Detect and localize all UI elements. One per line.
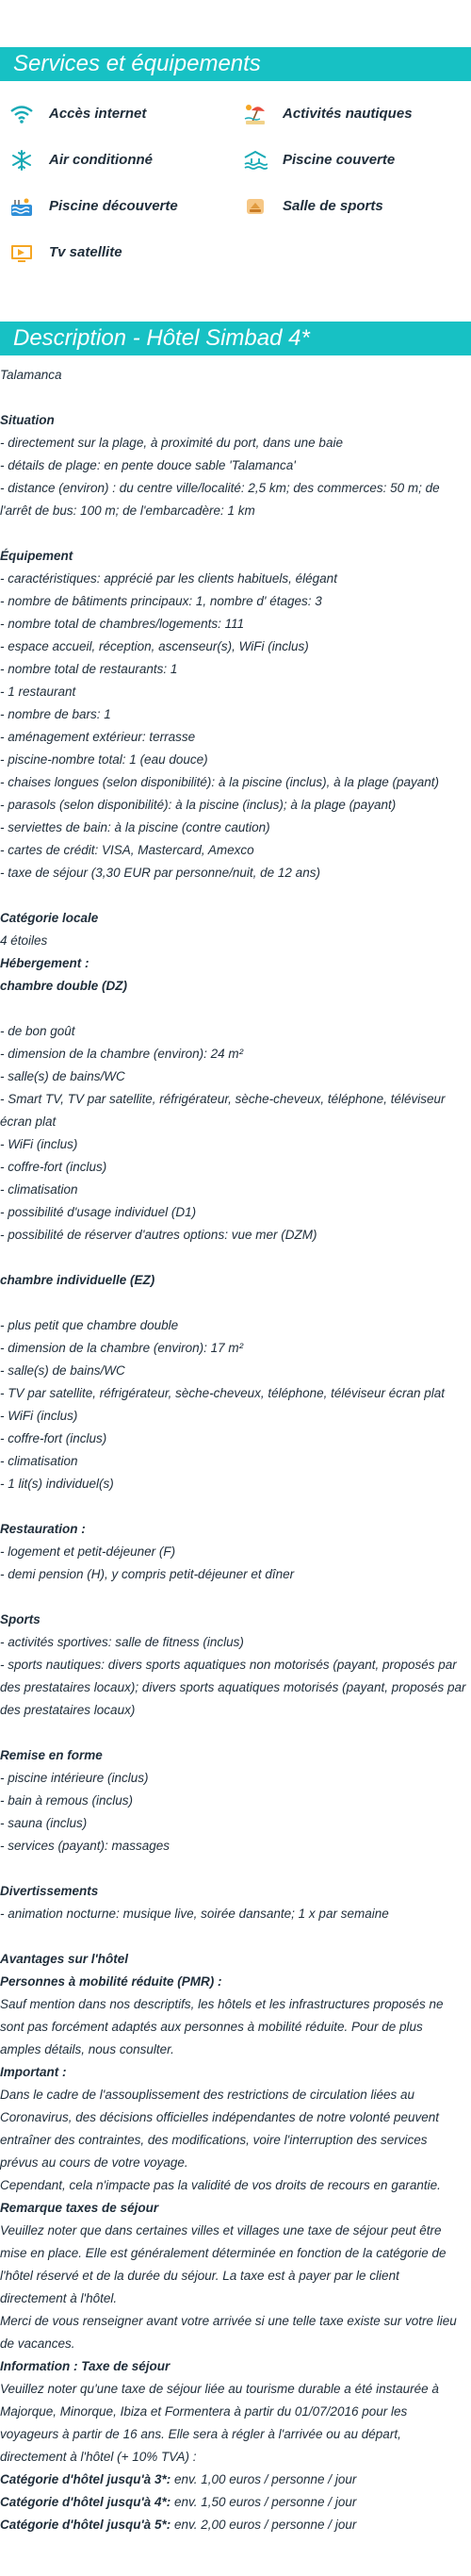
tax-info-text: Veuillez noter qu'une taxe de séjour liée au tourisme durable a été instaurée à Majorque, Minorque, Ibiza et Formentera à partir du 01/07/2016 pour les voyageurs à partir de 16 ans. Elle sera à régler à l'arrivée ou au départ, directement à l'hôtel (+ 10% TVA) : <box>0 2382 439 2464</box>
situation-line: - directement sur la plage, à proximité du port, dans une baie <box>0 436 343 450</box>
covered-pool-icon <box>243 149 268 172</box>
tax-rate-line <box>0 2469 467 2491</box>
tax-rate-value: env. 2,00 euros / personne / jour <box>171 2518 357 2532</box>
equipment-line: - 1 restaurant <box>0 685 76 699</box>
equipment-line: - serviettes de bain: à la piscine (contre caution) <box>0 820 270 834</box>
equipment-line: - nombre de bars: 1 <box>0 707 111 721</box>
tax-rate-label: Catégorie d'hôtel jusqu'à 4*: <box>0 2495 171 2509</box>
equipment-line: - parasols (selon disponibilité): à la piscine (inclus); à la plage (payant) <box>0 798 397 812</box>
amenity-label: Air conditionné <box>49 152 153 168</box>
tax-rate-value: env. 1,00 euros / personne / jour <box>171 2472 357 2486</box>
situation-line: - distance (environ) : du centre ville/localité: 2,5 km; des commerces: 50 m; de l'arrêt de bus: 100 m; de l'embarcadère: 1 km <box>0 481 440 518</box>
amenity-label: Piscine couverte <box>283 152 396 168</box>
services-header <box>0 47 471 81</box>
accommodation-heading: Hébergement : <box>0 956 89 970</box>
tax-info-heading: Information : Taxe de séjour <box>0 2359 171 2373</box>
equipment-line: - caractéristiques: apprécié par les clients habituels, élégant <box>0 571 337 586</box>
equipment-line: - nombre total de restaurants: 1 <box>0 662 178 676</box>
tax-rate-value: env. 1,50 euros / personne / jour <box>171 2495 357 2509</box>
wellness-heading: Remise en forme <box>0 1748 103 1762</box>
description-header <box>0 322 471 355</box>
double-room-line: - de bon goût <box>0 1024 75 1038</box>
sports-line: - activités sportives: salle de fitness (inclus) <box>0 1635 244 1649</box>
tourist-tax-heading: Remarque taxes de séjour <box>0 2201 159 2215</box>
single-room-heading: chambre individuelle (EZ) <box>0 1273 155 1287</box>
equipment-line: - aménagement extérieur: terrasse <box>0 730 196 744</box>
wellness-line: - piscine intérieure (inclus) <box>0 1771 149 1785</box>
services-title: Services et équipements <box>13 51 261 76</box>
double-room-line: - coffre-fort (inclus) <box>0 1160 107 1174</box>
equipment-line: - chaises longues (selon disponibilité): à la piscine (inclus), à la plage (payant) <box>0 775 439 789</box>
dining-heading: Restauration : <box>0 1522 86 1536</box>
tax-rate-line <box>0 2491 467 2514</box>
single-room-line: - plus petit que chambre double <box>0 1318 179 1332</box>
amenity-label: Tv satellite <box>49 244 122 260</box>
situation-line: - détails de plage: en pente douce sable 'Talamanca' <box>0 458 296 472</box>
beach-icon <box>243 103 268 125</box>
equipment-line: - taxe de séjour (3,30 EUR par personne/nuit, de 12 ans) <box>0 866 320 880</box>
tourist-tax-text-2: Merci de vous renseigner avant votre arrivée si une telle taxe existe sur votre lieu de vacances. <box>0 2314 457 2351</box>
single-room-line: - salle(s) de bains/WC <box>0 1363 125 1378</box>
equipment-line: - piscine-nombre total: 1 (eau douce) <box>0 752 208 767</box>
situation-heading: Situation <box>0 413 55 427</box>
single-room-line: - WiFi (inclus) <box>0 1409 78 1423</box>
double-room-line: - possibilité de réserver d'autres options: vue mer (DZM) <box>0 1228 317 1242</box>
snowflake-icon <box>9 149 34 172</box>
double-room-line: - climatisation <box>0 1182 78 1197</box>
category-heading: Catégorie locale <box>0 911 99 925</box>
important-text: Dans le cadre de l'assouplissement des restrictions de circulation liées au Coronavirus, des décisions officielles indépendantes de notre volonté peuvent entraîner des contraintes, des modifications, voire l'interruption des services prévus au cours de votre voyage. <box>0 2088 440 2170</box>
tax-rate-label: Catégorie d'hôtel jusqu'à 3*: <box>0 2472 171 2486</box>
equipment-line: - espace accueil, réception, ascenseur(s), WiFi (inclus) <box>0 639 309 653</box>
advantages-heading: Avantages sur l'hôtel <box>0 1952 128 1966</box>
important-text-2: Cependant, cela n'impacte pas la validité de vos droits de recours en garantie. <box>0 2178 441 2192</box>
equipment-line: - nombre total de chambres/logements: 111 <box>0 617 245 631</box>
single-room-line: - climatisation <box>0 1454 78 1468</box>
equipment-line: - nombre de bâtiments principaux: 1, nombre d' étages: 3 <box>0 594 322 608</box>
single-room-line: - dimension de la chambre (environ): 17 m² <box>0 1341 244 1355</box>
tv-icon <box>9 241 34 264</box>
wellness-line: - sauna (inclus) <box>0 1816 88 1830</box>
wellness-line: - bain à remous (inclus) <box>0 1793 134 1808</box>
amenity-label: Activités nautiques <box>283 106 413 122</box>
entertainment-line: - animation nocturne: musique live, soirée dansante; 1 x par semaine <box>0 1907 389 1921</box>
sports-heading: Sports <box>0 1612 41 1627</box>
entertainment-heading: Divertissements <box>0 1884 99 1898</box>
important-heading: Important : <box>0 2065 67 2079</box>
double-room-line: - salle(s) de bains/WC <box>0 1069 125 1083</box>
single-room-line: - 1 lit(s) individuel(s) <box>0 1477 114 1491</box>
amenity-label: Piscine découverte <box>49 198 178 214</box>
amenity-label: Salle de sports <box>283 198 383 214</box>
double-room-heading: chambre double (DZ) <box>0 979 128 993</box>
reduced-mobility-text: Sauf mention dans nos descriptifs, les hôtels et les infrastructures proposés ne sont pas forcément adaptés aux personnes à mobilité réduite. Pour de plus amples détails, nous consulter. <box>0 1997 444 2056</box>
dining-line: - demi pension (H), y compris petit-déjeuner et dîner <box>0 1567 295 1581</box>
sports-line: - sports nautiques: divers sports aquatiques non motorisés (payant, proposés par des prestataires locaux); divers sports aquatiques motorisés (payant, proposés par des prestataires locaux) <box>0 1658 466 1717</box>
amenity-label: Accès internet <box>49 106 147 122</box>
equipment-heading: Équipement <box>0 549 73 563</box>
pool-icon <box>9 195 34 218</box>
tax-rate-label: Catégorie d'hôtel jusqu'à 5*: <box>0 2518 171 2532</box>
description-body <box>0 364 467 2536</box>
description-title: Description - Hôtel Simbad 4* <box>13 325 310 351</box>
double-room-line: - Smart TV, TV par satellite, réfrigérateur, sèche-cheveux, téléphone, téléviseur écran plat <box>0 1092 446 1129</box>
equipment-line: - cartes de crédit: VISA, Mastercard, Amexco <box>0 843 254 857</box>
reduced-mobility-heading: Personnes à mobilité réduite (PMR) : <box>0 1974 222 1989</box>
wellness-line: - services (payant): massages <box>0 1839 171 1853</box>
wifi-icon <box>9 103 34 125</box>
tax-rate-line <box>0 2514 467 2536</box>
tourist-tax-text: Veuillez noter que dans certaines villes et villages une taxe de séjour peut être mise en place. Elle est généralement déterminée en fonction de la catégorie de l'hôtel réservé et de la durée du séjour. La taxe est à payer par le client directement à l'hôtel. <box>0 2223 447 2305</box>
location-text: Talamanca <box>0 368 62 382</box>
double-room-line: - dimension de la chambre (environ): 24 m² <box>0 1047 244 1061</box>
gym-icon <box>243 195 268 218</box>
single-room-line: - TV par satellite, réfrigérateur, sèche-cheveux, téléphone, téléviseur écran plat <box>0 1386 445 1400</box>
double-room-line: - possibilité d'usage individuel (D1) <box>0 1205 197 1219</box>
double-room-line: - WiFi (inclus) <box>0 1137 78 1151</box>
category-value: 4 étoiles <box>0 933 48 948</box>
dining-line: - logement et petit-déjeuner (F) <box>0 1544 176 1559</box>
single-room-line: - coffre-fort (inclus) <box>0 1431 107 1445</box>
